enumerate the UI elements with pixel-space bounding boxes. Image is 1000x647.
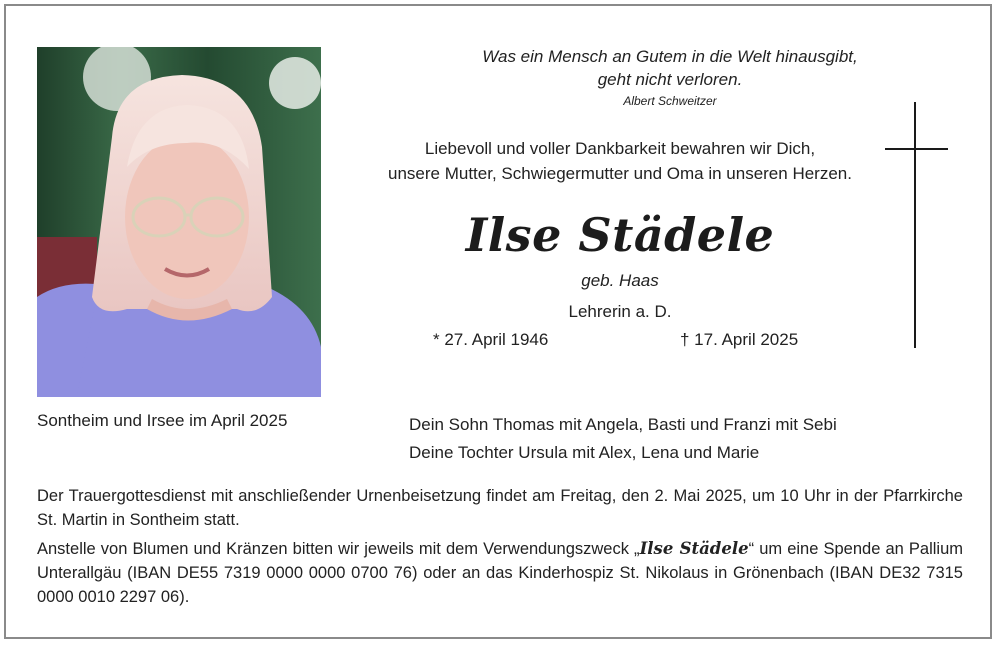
donation-purpose-name: Ilse Städele	[639, 539, 749, 558]
portrait-illustration	[37, 47, 321, 397]
quote-line-2: geht nicht verloren.	[597, 70, 743, 89]
quote-author: Albert Schweitzer	[623, 94, 717, 108]
quote	[380, 45, 960, 91]
service-notice: Der Trauergottesdienst mit anschließender Urnenbeisetzung findet am Freitag, den 2. Mai 2025, um 10 Uhr in der Pfarrkirche St. Martin in Sontheim statt.	[37, 487, 963, 529]
donation-notice	[37, 537, 963, 609]
death-date: † 17. April 2025	[680, 330, 799, 349]
place-date: Sontheim und Irsee im April 2025	[37, 411, 288, 430]
birth-date: * 27. April 1946	[433, 330, 549, 349]
cross-icon-bar	[885, 148, 948, 150]
cross-icon	[914, 102, 916, 348]
quote-line-1: Was ein Mensch an Gutem in die Welt hinausgibt,	[482, 47, 858, 66]
family-member-line: Dein Sohn Thomas mit Angela, Basti und Franzi mit Sebi	[409, 415, 837, 434]
portrait-photo	[37, 47, 321, 397]
family-member-line: Deine Tochter Ursula mit Alex, Lena und Marie	[409, 443, 760, 462]
maiden-name: geb. Haas	[581, 271, 659, 290]
deceased-name: Ilse Städele	[465, 208, 775, 262]
intro-text	[340, 136, 900, 186]
family-list	[409, 411, 837, 467]
donation-text-after: “ um eine Spende an Pallium Unterallgäu (IBAN DE55 7319 0000 0000 0700 76) oder an das Kinderhospiz St. Nikolaus in Grönenbach (IBAN DE32 7315 0000 0010 2297 06).	[37, 540, 964, 606]
intro-line-1: Liebevoll und voller Dankbarkeit bewahren wir Dich,	[424, 139, 816, 158]
intro-line-2: unsere Mutter, Schwiegermutter und Oma in unseren Herzen.	[388, 164, 852, 183]
donation-text-before: Anstelle von Blumen und Kränzen bitten wir jeweils mit dem Verwendungszweck „	[37, 540, 640, 558]
profession: Lehrerin a. D.	[568, 302, 672, 321]
